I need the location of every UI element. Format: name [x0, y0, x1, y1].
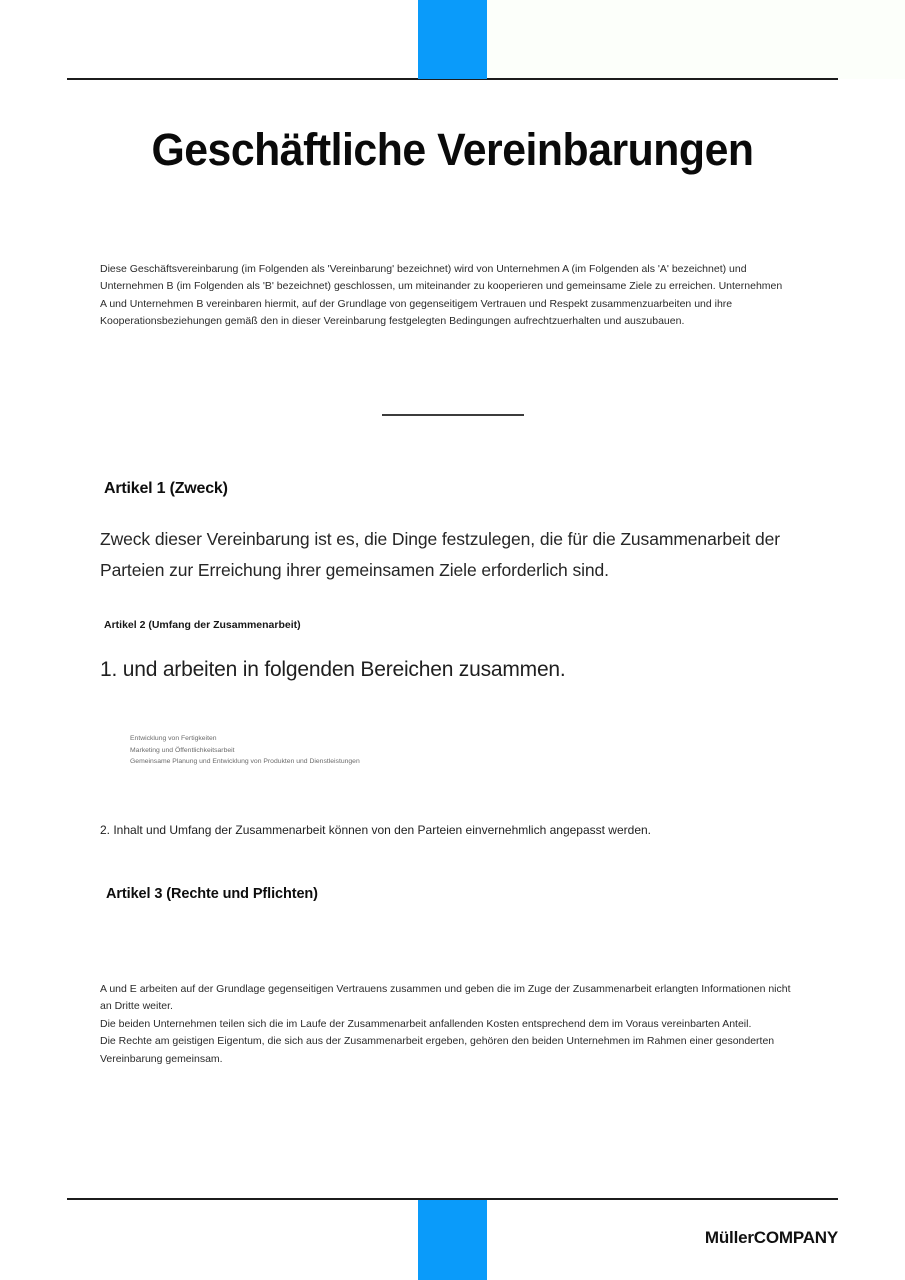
article-3-paragraph: A und E arbeiten auf der Grundlage gegenseitigen Vertrauens zusammen und geben die im Zuge der Zusammenarbeit erlangten Informationen nicht an Dritte weiter.: [100, 983, 791, 1013]
article-2-item-1: 1. und arbeiten in folgenden Bereichen zusammen.: [100, 658, 566, 681]
list-item: Entwicklung von Fertigkeiten: [130, 735, 217, 742]
header-background-tint: [418, 0, 905, 79]
article-3-body: [100, 981, 800, 1068]
intro-paragraph: Diese Geschäftsvereinbarung (im Folgenden als 'Vereinbarung' bezeichnet) wird von Unternehmen A (im Folgenden als 'A' bezeichnet) und Unternehmen B (im Folgenden als 'B' bezeichnet) geschlossen, um miteinander zu kooperieren und gemeinsame Ziele zu erreichen. Unternehmen A und Unternehmen B vereinbaren hiermit, auf der Grundlage von gegenseitigem Vertrauen und Respekt zusammenzuarbeiten und ihre Kooperationsbeziehungen gemäß den in dieser Vereinbarung festgelegten Bedingungen aufrechtzuerhalten und auszubauen.: [100, 263, 783, 327]
footer-accent-bar: [418, 1200, 487, 1280]
section-divider: [382, 414, 524, 416]
article-1-body: [100, 524, 812, 586]
article-3-paragraph: Die beiden Unternehmen teilen sich die im Laufe der Zusammenarbeit anfallenden Kosten entsprechend dem im Voraus vereinbarten Anteil.: [100, 1017, 752, 1030]
page-title: Geschäftliche Vereinbarungen: [151, 124, 754, 175]
article-1-paragraph: Zweck dieser Vereinbarung ist es, die Dinge festzulegen, die für die Zusammenarbeit der Parteien zur Erreichung ihrer gemeinsamen Ziele erforderlich sind.: [100, 529, 780, 580]
article-2-subitem-list: [130, 733, 360, 768]
intro-block: [100, 261, 790, 330]
header-accent-bar: [418, 0, 487, 79]
article-2-heading: Artikel 2 (Umfang der Zusammenarbeit): [104, 619, 301, 631]
footer-company-name: MüllerCOMPANY: [704, 1228, 838, 1247]
article-1-heading: Artikel 1 (Zweck): [104, 480, 228, 497]
list-item: Marketing und Öffentlichkeitsarbeit: [130, 746, 235, 754]
article-3-paragraph: Die Rechte am geistigen Eigentum, die sich aus der Zusammenarbeit ergeben, gehören den beiden Unternehmen im Rahmen einer gesonderten Vereinbarung gemeinsam.: [100, 1035, 775, 1065]
article-3-heading: Artikel 3 (Rechte und Pflichten): [106, 886, 318, 902]
article-2-item-2: 2. Inhalt und Umfang der Zusammenarbeit können von den Parteien einvernehmlich angepasst werden.: [100, 823, 651, 837]
list-item: Gemeinsame Planung und Entwicklung von Produkten und Dienstleistungen: [130, 758, 360, 765]
